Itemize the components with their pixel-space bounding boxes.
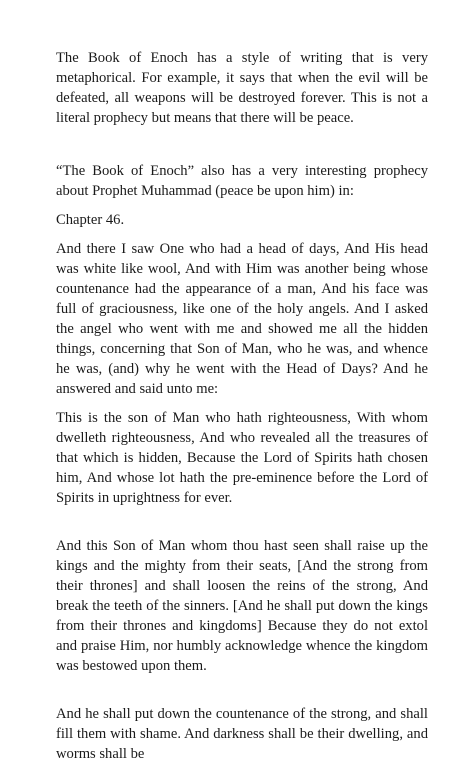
chapter-heading: Chapter 46.: [56, 212, 125, 228]
paragraph-kings: And this Son of Man whom thou hast seen shall raise up the kings and the mighty from their seats, [And the strong from their thrones] and shall loosen the reins of the strong, And break the teeth of the sinners. [And he shall put down the kings from their thrones and kingdoms] Because they do not extol and praise Him, nor humbly acknowledge whence the kingdom was bestowed upon them.: [56, 538, 428, 674]
paragraph-vision: And there I saw One who had a head of days, And His head was white like wool, And with Him was another being whose countenance had the appearance of a man, And his face was full of graciousness, like one of the holy angels. And I asked the angel who went with me and showed me all the hidden things, concerning that Son of Man, who he was, and whence he was, (and) why he went with the Head of Days? And he answered and said unto me:: [56, 241, 428, 397]
paragraph-countenance: And he shall put down the countenance of the strong, and shall fill them with shame. And darkness shall be their dwelling, and worms shall be: [56, 706, 428, 762]
document-page: [56, 48, 428, 764]
paragraph-intro: The Book of Enoch has a style of writing that is very metaphorical. For example, it says that when the evil will be defeated, all weapons will be destroyed forever. This is not a literal prophecy but means that there will be peace.: [56, 50, 428, 126]
paragraph-prophecy-intro: “The Book of Enoch” also has a very interesting prophecy about Prophet Muhammad (peace be upon him) in:: [56, 163, 428, 199]
paragraph-son-of-man: This is the son of Man who hath righteousness, With whom dwelleth righteousness, And who revealed all the treasures of that which is hidden, Because the Lord of Spirits hath chosen him, And whose lot hath the pre-eminence before the Lord of Spirits in uprightness for ever.: [56, 410, 428, 506]
